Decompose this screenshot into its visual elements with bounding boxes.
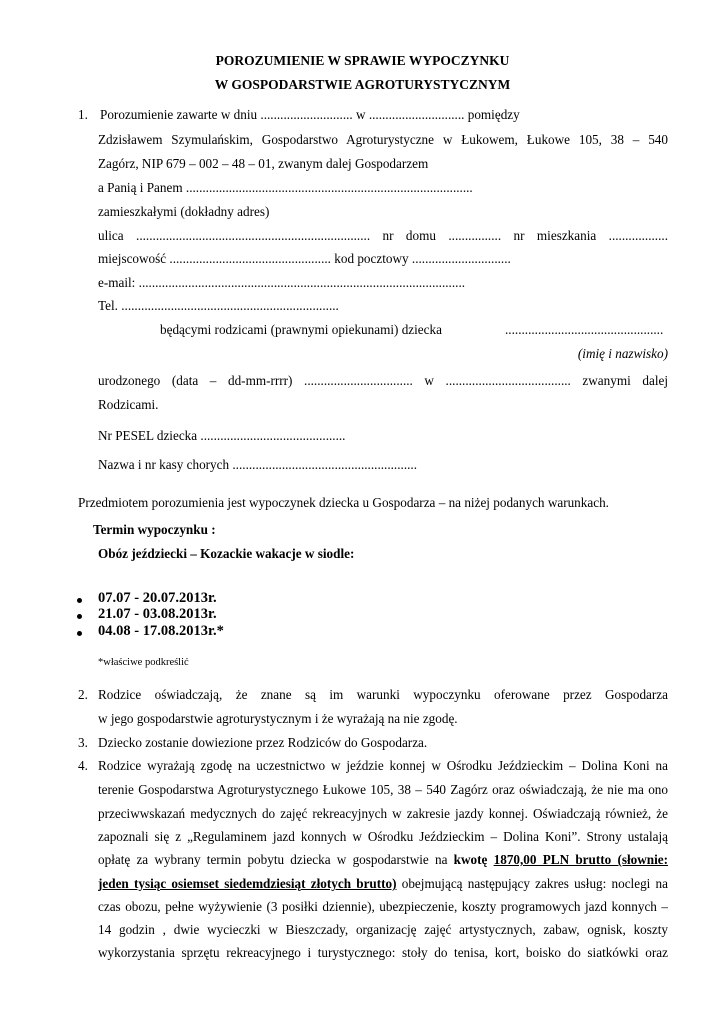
fee-label: kwotę bbox=[453, 852, 488, 867]
parents-of-child-label: będącymi rodzicami (prawnymi opiekunami) dziecka bbox=[160, 322, 442, 337]
section4-line3: przeciwwskazań medycznych do zajęć rekreacyjnych w zakresie jazdy konnej. Oświadczają również, że bbox=[98, 806, 668, 821]
fee-amount-words: jeden tysiąc osiemset siedemdziesiąt złotych brutto) bbox=[98, 876, 397, 891]
street-field: ulica ....................................................................... nr domu ................ nr mieszkania .................. bbox=[98, 228, 668, 243]
agreement-subject: Przedmiotem porozumienia jest wypoczynek dziecka u Gospodarza – na niżej podanych warunkach. bbox=[78, 495, 609, 510]
doc-title-line2: W GOSPODARSTWIE AGROTURYSTYCZNYM bbox=[214, 77, 511, 92]
section4-line4: zapoznali się z „Regulaminem jazd konnych w Ośrodku Jeździeckim – Dolina Koni”. Strony ustalają bbox=[98, 829, 668, 844]
parents-names-field: a Panią i Panem ....................................................................................... bbox=[98, 180, 473, 195]
section4-line1: Rodzice wyrażają zgodę na uczestnictwo w jeździe konnej w Ośrodku Jeździeckim – Dolina Koni na bbox=[98, 758, 668, 773]
address-label: zamieszkałymi (dokładny adres) bbox=[98, 204, 270, 219]
term-option-2: 21.07 - 03.08.2013r. bbox=[98, 606, 217, 622]
camp-name: Obóz jeździecki – Kozackie wakacje w siodle: bbox=[98, 546, 355, 561]
phone-field: Tel. .................................................................. bbox=[98, 298, 339, 313]
section4-line2: terenie Gospodarstwa Agroturystycznego Łukowe 105, 38 – 540 Zagórz oraz oświadczają, że nie ma ono bbox=[98, 782, 668, 797]
section4-line7: czas obozu, pełne wyżywienie (3 posiłki dziennie), ubezpieczenie, koszty programowych jazd konnych – bbox=[98, 899, 668, 914]
section4-line5 bbox=[98, 852, 668, 868]
child-name-field: ................................................ bbox=[505, 322, 664, 337]
section2-number: 2. bbox=[78, 687, 88, 702]
section4-line6 bbox=[98, 876, 668, 892]
city-postal-field: miejscowość ................................................. kod pocztowy .............................. bbox=[98, 251, 511, 266]
section2-line2: w jego gospodarstwie agroturystycznym i że wyrażają na nie zgodę. bbox=[98, 711, 458, 726]
services-intro: obejmującą następujący zakres usług: noclegi na bbox=[396, 876, 668, 891]
pesel-field: Nr PESEL dziecka ............................................ bbox=[98, 428, 346, 443]
section2-line1: Rodzice oświadczają, że znane są im warunki wypoczynku oferowane przez Gospodarza bbox=[98, 687, 668, 702]
health-fund-field: Nazwa i nr kasy chorych ........................................................ bbox=[98, 457, 418, 472]
fee-amount: 1870,00 PLN brutto (słownie: bbox=[493, 852, 668, 867]
fee-text: opłatę za wybrany termin pobytu dziecka w gospodarstwie na bbox=[98, 852, 454, 867]
section1-number: 1. bbox=[78, 107, 88, 122]
agreement-intro: Porozumienie zawarte w dniu ............................ w ............................. pomiędzy bbox=[100, 107, 520, 122]
section4-number: 4. bbox=[78, 758, 88, 773]
child-name-caption: (imię i nazwisko) bbox=[577, 346, 668, 361]
section3-number: 3. bbox=[78, 735, 88, 750]
email-field: e-mail: ................................................................................................... bbox=[98, 275, 466, 290]
term-option-3: 04.08 - 17.08.2013r.* bbox=[98, 623, 224, 639]
parents-term-line: Rodzicami. bbox=[98, 397, 159, 412]
bullet-icon bbox=[77, 598, 82, 603]
doc-title-line1: POROZUMIENIE W SPRAWIE WYPOCZYNKU bbox=[215, 53, 510, 68]
host-details-line1: Zdzisławem Szymulańskim, Gospodarstwo Agroturystyczne w Łukowem, Łukowe 105, 38 – 540 bbox=[98, 132, 668, 147]
section4-line8: 14 godzin , dwie wycieczki w Bieszczady, organizację zajęć artystycznych, zabaw, ognisk, koszty bbox=[98, 922, 668, 937]
birth-date-field: urodzonego (data – dd-mm-rrrr) ................................. w ...................................... zwanymi dalej bbox=[98, 373, 668, 388]
underline-note: *właściwe podkreślić bbox=[98, 657, 189, 668]
section4-line9: wykorzystania sprzętu rekreacyjnego i turystycznego: stoły do tenisa, kort, boisko do siatkówki oraz bbox=[98, 945, 668, 960]
host-details-line2: Zagórz, NIP 679 – 002 – 48 – 01, zwanym dalej Gospodarzem bbox=[98, 156, 429, 171]
term-option-1: 07.07 - 20.07.2013r. bbox=[98, 590, 217, 606]
bullet-icon bbox=[77, 631, 82, 636]
bullet-icon bbox=[77, 614, 82, 619]
section3-line1: Dziecko zostanie dowiezione przez Rodziców do Gospodarza. bbox=[98, 735, 428, 750]
stay-term-heading: Termin wypoczynku : bbox=[93, 522, 216, 537]
